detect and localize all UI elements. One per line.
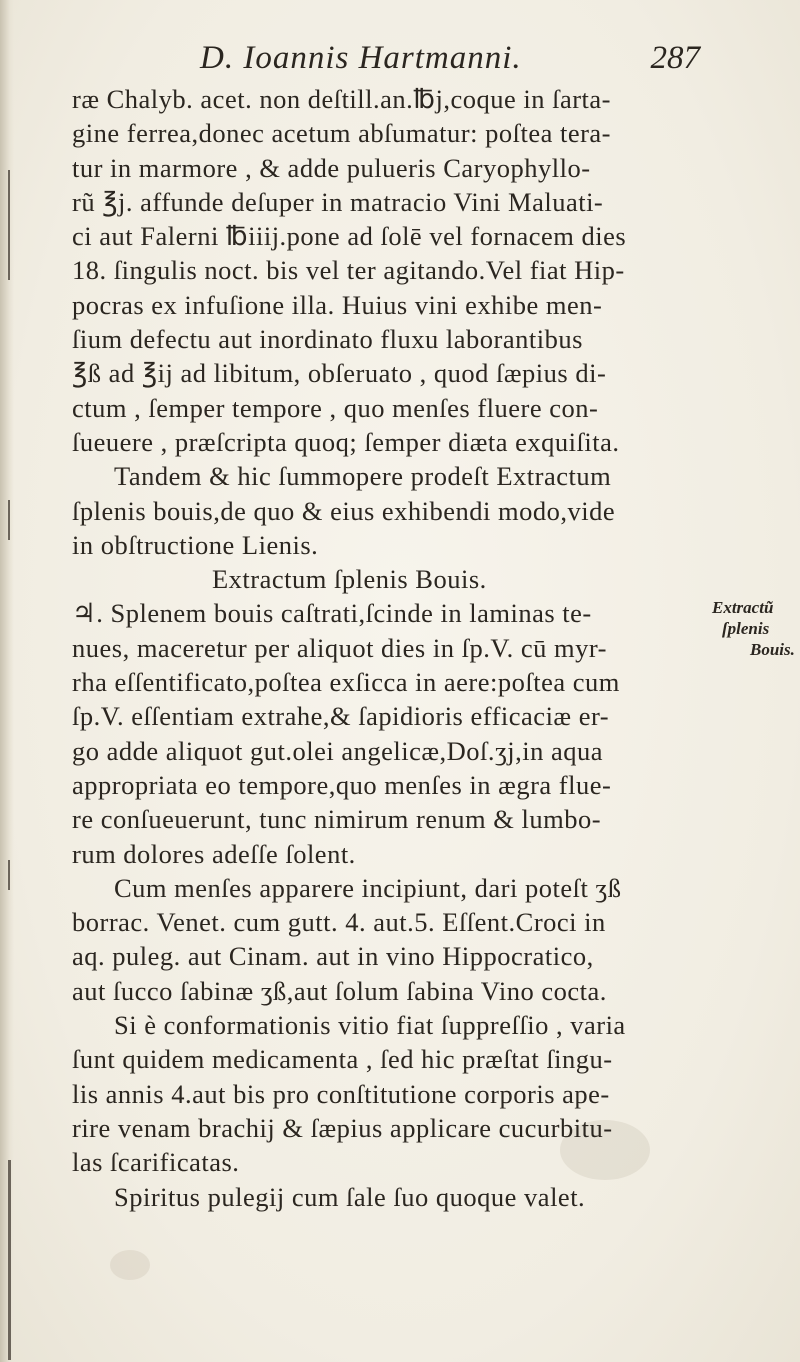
page-header xyxy=(100,40,700,86)
edge-mark xyxy=(8,1160,11,1360)
page-number: 287 xyxy=(650,40,700,76)
text-line: ſplenis bouis,de quo & eius exhibendi modo,vide xyxy=(72,495,616,526)
text-line: ſunt quidem medicamenta , ſed hic præſtat ſingu- xyxy=(72,1044,613,1075)
text-line: Cum menſes apparere incipiunt, dari poteſt ʒß xyxy=(114,872,622,903)
text-line: aq. puleg. aut Cinam. aut in vino Hippocratico, xyxy=(72,941,594,972)
text-line: ſium defectu aut inordinato fluxu laborantibus xyxy=(72,324,583,355)
text-line: aut ſucco ſabinæ ʒß,aut ſolum ſabina Vino cocta. xyxy=(72,975,607,1006)
text-line: rum dolores adeſſe ſolent. xyxy=(72,838,356,869)
text-line: go adde aliquot gut.olei angelicæ,Doſ.ʒj,in aqua xyxy=(72,735,604,766)
text-line: ♃. Splenem bouis caſtrati,ſcinde in laminas te- xyxy=(72,598,592,629)
text-line: rha eſſentificato,poſtea exſicca in aere:poſtea cum xyxy=(72,667,620,698)
text-line: 18. ſingulis noct. bis vel ter agitando.Vel fiat Hip- xyxy=(72,255,625,286)
text-line: pocras ex infuſione illa. Huius vini exhibe men- xyxy=(72,289,603,320)
margin-note xyxy=(712,597,800,660)
edge-mark xyxy=(8,170,10,280)
edge-mark xyxy=(8,860,10,890)
text-line: in obſtructione Lienis. xyxy=(72,529,319,560)
text-line: ctum , ſemper tempore , quo menſes fluere con- xyxy=(72,392,599,423)
edge-mark xyxy=(8,500,10,540)
body-text xyxy=(72,82,712,1214)
text-line: gine ferrea,donec acetum abſumatur: poſtea tera- xyxy=(72,118,612,149)
text-line: Spiritus pulegij cum ſale ſuo quoque valet. xyxy=(114,1181,586,1212)
text-line: re conſueuerunt, tunc nimirum renum & lumbo- xyxy=(72,804,602,835)
text-line: rũ ℥j. affunde deſuper in matracio Vini Maluati- xyxy=(72,186,604,217)
text-line: las ſcarificatas. xyxy=(72,1147,240,1178)
text-line: Tandem & hic ſummopere prodeſt Extractum xyxy=(114,461,612,492)
text-line: rire venam brachij & ſæpius applicare cucurbitu- xyxy=(72,1112,613,1143)
text-line: ſueuere , præſcripta quoq; ſemper diæta exquiſita. xyxy=(72,426,620,457)
text-line: ſp.V. eſſentiam extrahe,& ſapidioris efficaciæ er- xyxy=(72,701,610,732)
text-line: tur in marmore , & adde pulueris Caryophyllo- xyxy=(72,152,591,183)
text-line: nues, maceretur per aliquot dies in ſp.V. cū myr- xyxy=(72,632,607,663)
margin-note-line: Bouis. xyxy=(750,640,795,659)
text-line: appropriata eo tempore,quo menſes in ægra flue- xyxy=(72,769,612,800)
margin-note-line: Extractũ xyxy=(712,598,774,617)
text-line: ræ Chalyb. acet. non deſtill.an.℔j,coque in ſarta- xyxy=(72,84,611,114)
text-line: Si è conformationis vitio fiat ſuppreſſio , varia xyxy=(114,1010,626,1041)
page-left-edge xyxy=(0,0,14,1362)
text-line: borrac. Venet. cum gutt. 4. aut.5. Eſſent.Croci in xyxy=(72,907,606,938)
text-line: lis annis 4.aut bis pro conſtitutione corporis ape- xyxy=(72,1078,610,1109)
running-head: D. Ioannis Hartmanni. xyxy=(200,40,522,76)
text-line: ci aut Falerni ℔iiij.pone ad ſolē vel fornacem dies xyxy=(72,221,627,252)
section-heading: Extractum ſplenis Bouis. xyxy=(212,564,487,595)
text-line: ℥ß ad ℥ij ad libitum, obſeruato , quod ſæpius di- xyxy=(72,358,607,389)
margin-note-line: ſplenis xyxy=(722,619,770,638)
paper-stain xyxy=(110,1250,150,1280)
